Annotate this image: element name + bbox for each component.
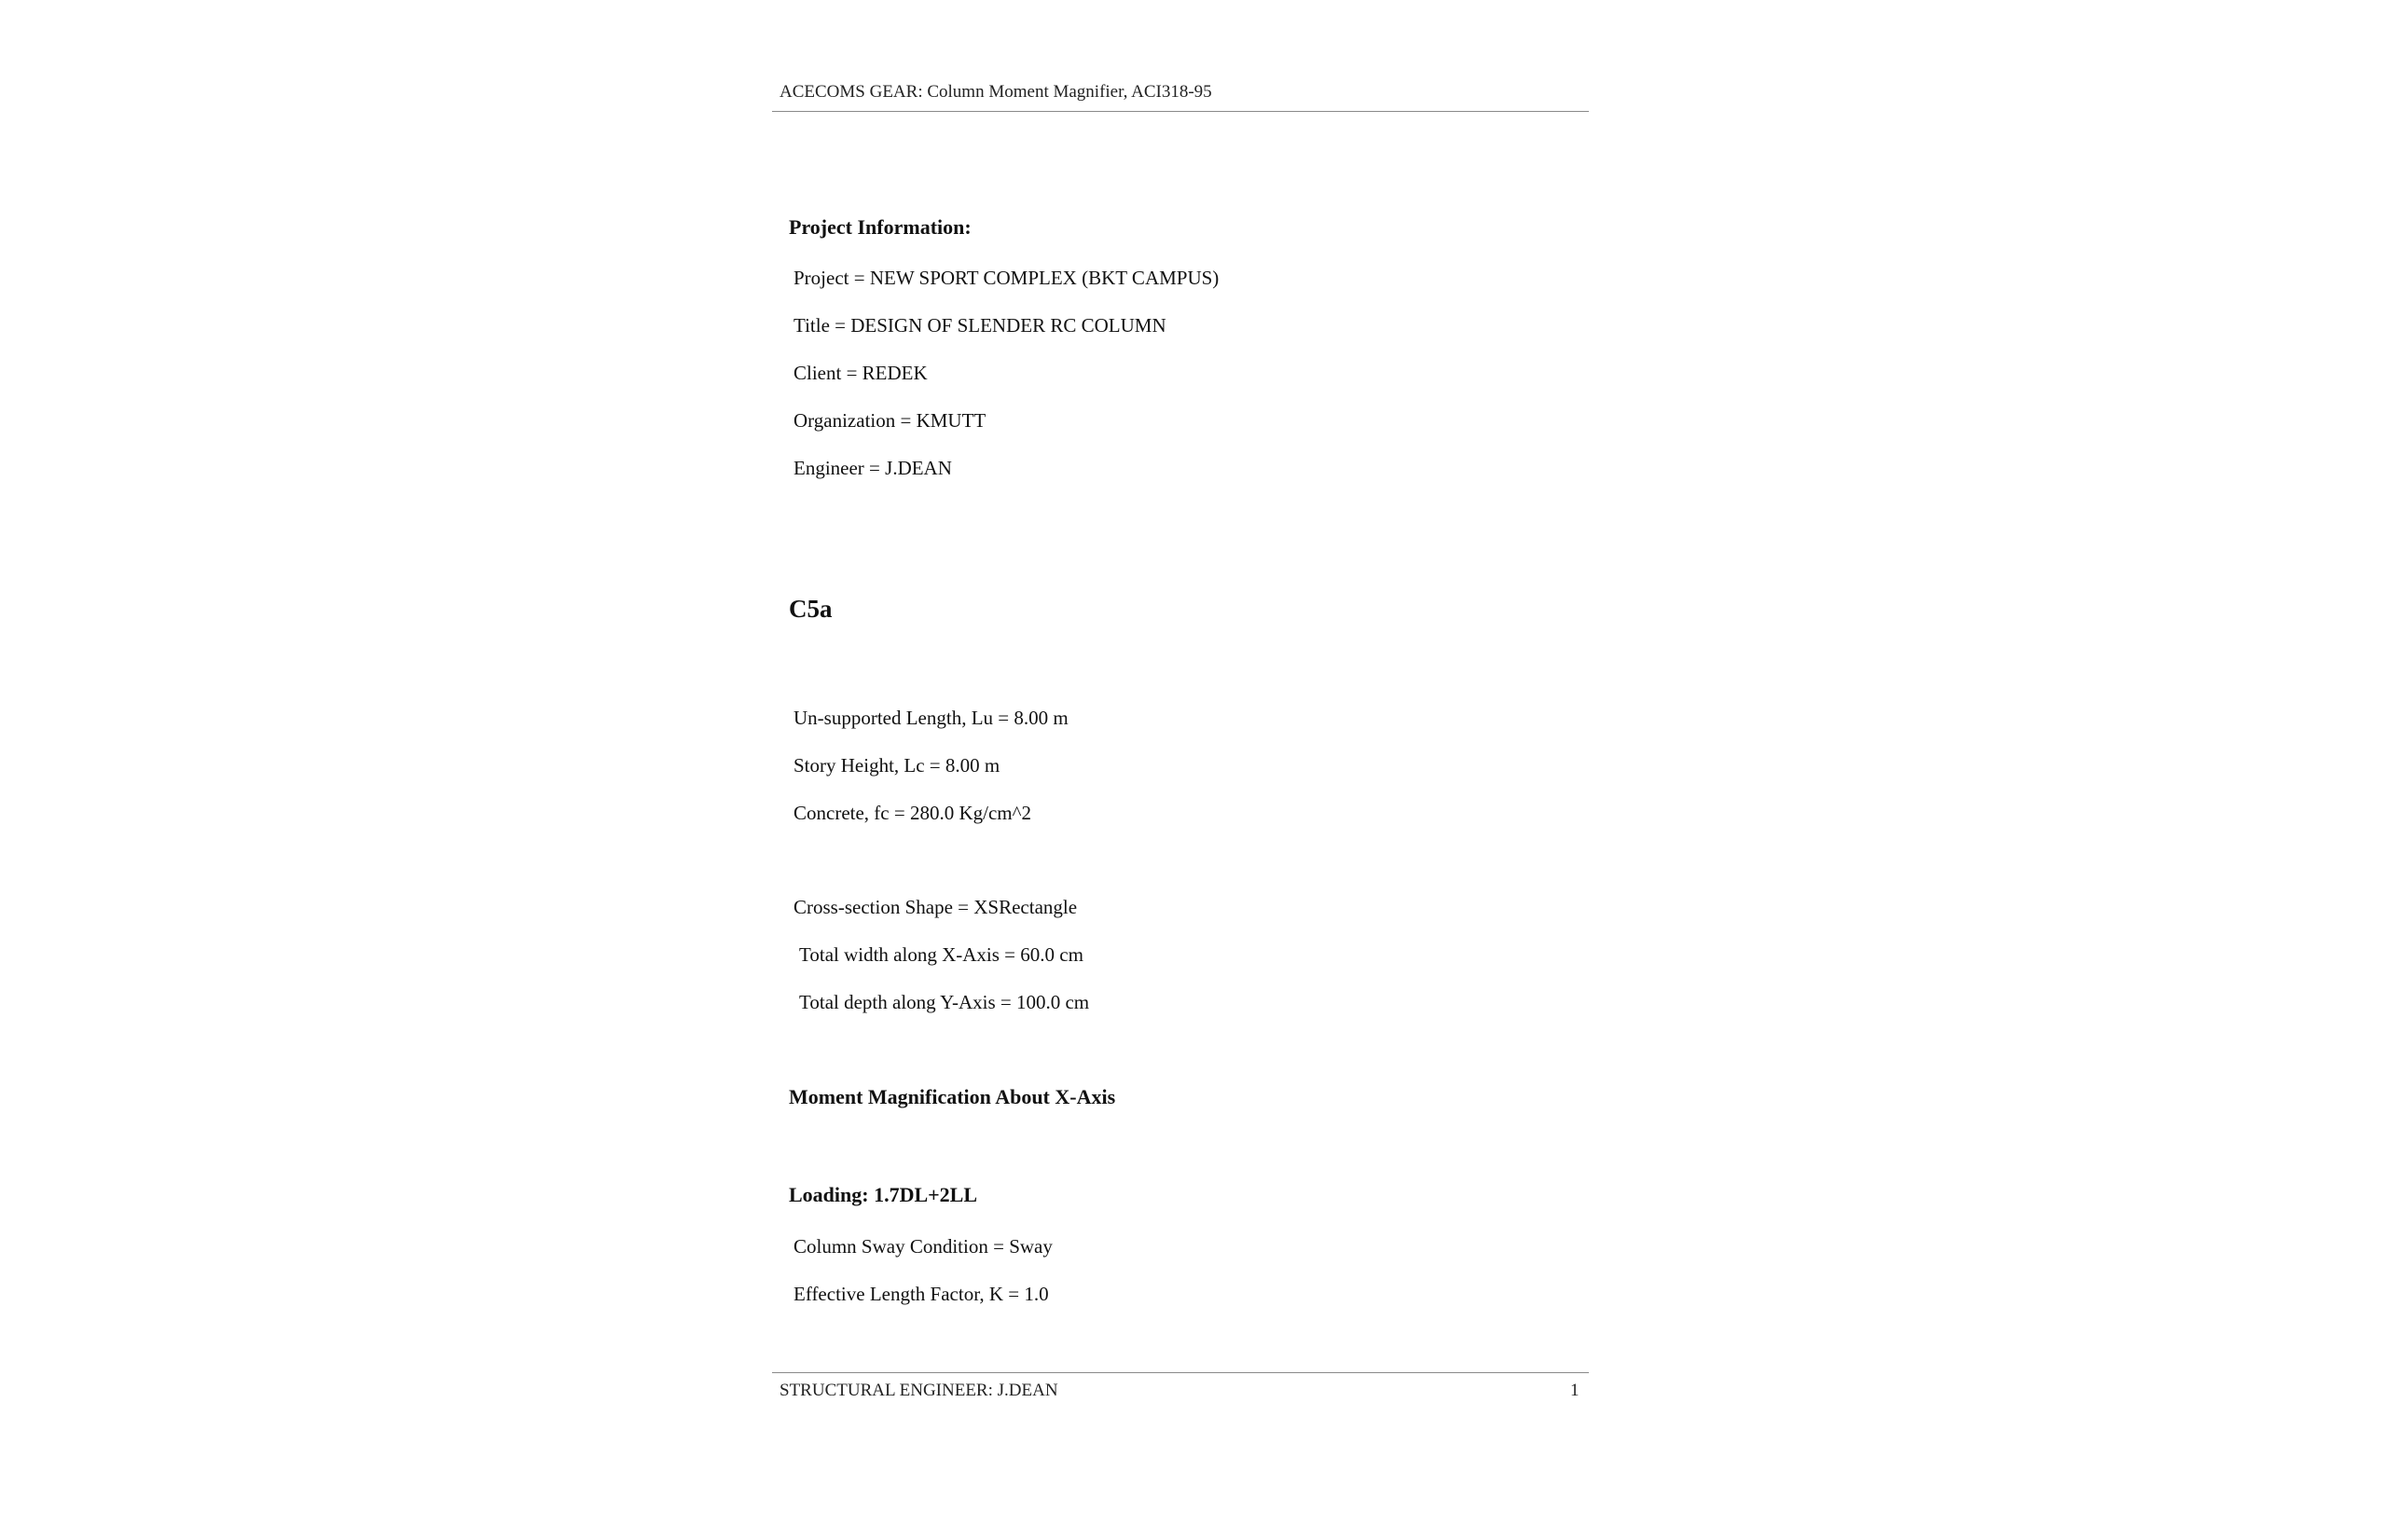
loading-heading: Loading: 1.7DL+2LL (789, 1183, 978, 1206)
title-line: Title = DESIGN OF SLENDER RC COLUMN (793, 314, 1166, 337)
total-width-line: Total width along X-Axis = 60.0 cm (799, 943, 1083, 966)
footer-divider (772, 1372, 1589, 1373)
header-divider (772, 111, 1589, 112)
total-depth-line: Total depth along Y-Axis = 100.0 cm (799, 991, 1090, 1013)
column-id-title: C5a (789, 595, 833, 623)
client-line: Client = REDEK (793, 362, 928, 384)
unsupported-length-line: Un-supported Length, Lu = 8.00 m (793, 707, 1069, 729)
story-height-line: Story Height, Lc = 8.00 m (793, 754, 1000, 777)
sway-condition-line: Column Sway Condition = Sway (793, 1235, 1053, 1258)
length-factor-line: Effective Length Factor, K = 1.0 (793, 1283, 1049, 1305)
engineer-line: Engineer = J.DEAN (793, 457, 952, 479)
organization-line: Organization = KMUTT (793, 409, 987, 432)
moment-magnification-heading: Moment Magnification About X-Axis (789, 1085, 1116, 1108)
project-line: Project = NEW SPORT COMPLEX (BKT CAMPUS) (793, 267, 1220, 289)
project-info-heading: Project Information: (789, 215, 972, 239)
cross-section-shape-line: Cross-section Shape = XSRectangle (793, 896, 1078, 918)
page-footer: STRUCTURAL ENGINEER: J.DEAN (780, 1381, 1058, 1400)
concrete-line: Concrete, fc = 280.0 Kg/cm^2 (793, 802, 1031, 824)
page-header: ACECOMS GEAR: Column Moment Magnifier, ACI318-95 (780, 82, 1212, 102)
page-number: 1 (1570, 1381, 1580, 1400)
